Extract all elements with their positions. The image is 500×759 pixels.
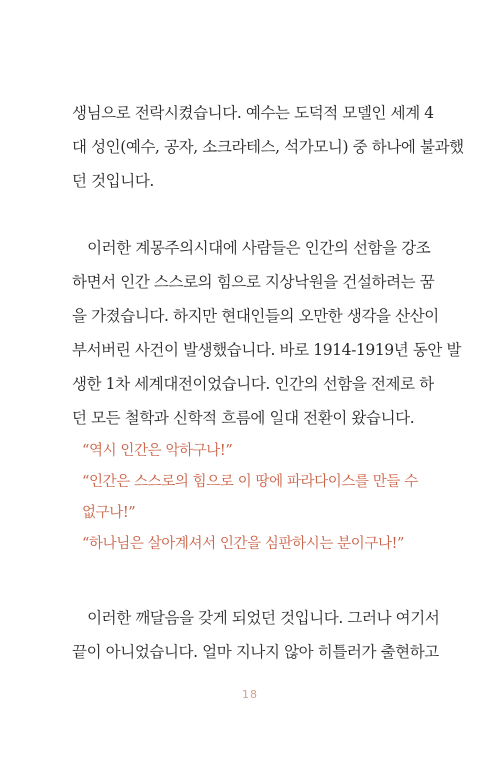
quote-line: “역시 인간은 악하구나!” [82,443,233,459]
paragraph-1 [72,96,464,198]
text-line: 을 가졌습니다. 하지만 현대인들의 오만한 생각을 산산이 [72,307,439,325]
text-line: 이러한 계몽주의시대에 사람들은 인간의 선함을 강조 [72,239,431,257]
text-line: 하면서 인간 스스로의 힘으로 지상낙원을 건설하려는 꿈 [72,273,435,291]
text-line: 이러한 깨달음을 갖게 되었던 것입니다. 그러나 여기서 [72,609,440,627]
text-line: 던 모든 철학과 신학적 흐름에 일대 전환이 왔습니다. [72,409,415,427]
text-line: 끝이 아니었습니다. 얼마 지나지 않아 히틀러가 출현하고 [72,643,439,661]
quote-block [82,436,432,560]
page-number: 18 [242,688,258,701]
quote-line: “인간은 스스로의 힘으로 이 땅에 파라다이스를 만들 수 [82,474,418,490]
quote-line: “하나님은 살아계셔서 인간을 심판하시는 분이구나!” [82,536,405,552]
text-line: 대 성인(예수, 공자, 소크라테스, 석가모니) 중 하나에 불과했 [72,138,464,156]
text-line: 생님으로 전락시켰습니다. 예수는 도덕적 모델인 세계 4 [72,104,434,122]
paragraph-2 [72,231,462,435]
paragraph-3 [72,601,440,669]
text-line: 던 것입니다. [72,172,154,190]
text-line: 생한 1차 세계대전이었습니다. 인간의 선함을 전제로 하 [72,375,434,393]
quote-line: 없구나!” [82,505,136,521]
text-line: 부서버린 사건이 발생했습니다. 바로 1914-1919년 동안 발 [72,341,462,359]
